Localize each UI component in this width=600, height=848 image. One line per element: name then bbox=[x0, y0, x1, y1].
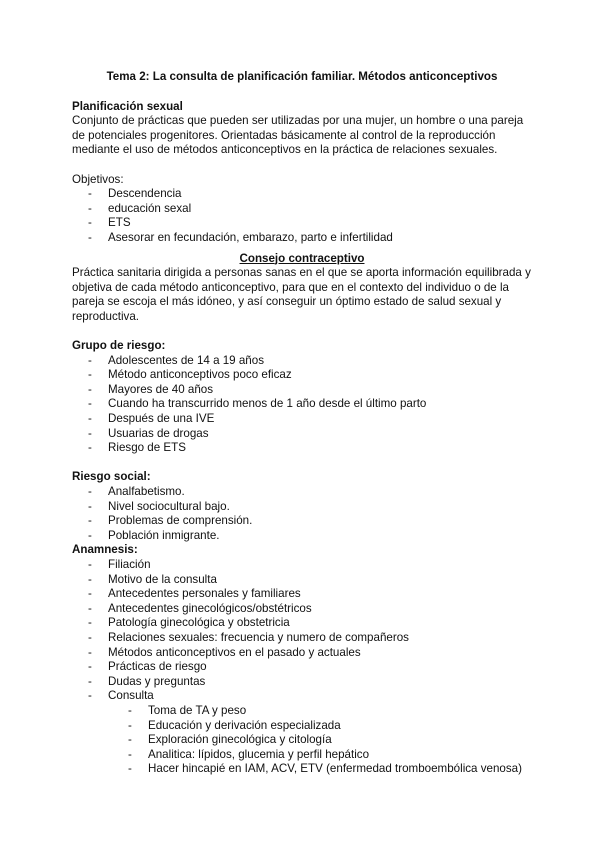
list-item: - Cuando ha transcurrido menos de 1 año desde el último parto bbox=[88, 397, 532, 412]
grupo-riesgo-heading: Grupo de riesgo: bbox=[72, 339, 166, 353]
page-title: Tema 2: La consulta de planificación familiar. Métodos anticonceptivos bbox=[106, 70, 498, 83]
list-item: - Hacer hincapié en IAM, ACV, ETV (enfermedad tromboembólica venosa) bbox=[128, 762, 532, 777]
planificacion-text: Conjunto de prácticas que pueden ser utilizadas por una mujer, un hombre o una pareja de potenciales progenitores. Orientadas básicamente al control de la reproducción mediante el uso de métodos anticonceptivos en la práctica de relaciones sexuales. bbox=[72, 114, 524, 157]
riesgo-social-list bbox=[72, 485, 532, 543]
list-item: - Toma de TA y peso bbox=[128, 704, 532, 719]
consejo-text: Práctica sanitaria dirigida a personas sanas en el que se aporta información equilibrada y objetiva de cada método anticonceptivo, para que en el contexto del individuo o de la pareja se escoja el más idóneo, y así conseguir un óptimo estado de salud sexual y reproductiva. bbox=[72, 266, 531, 323]
list-item: - Método anticonceptivos poco eficaz bbox=[88, 368, 532, 383]
grupo-riesgo-list bbox=[72, 354, 532, 456]
anamnesis-heading: Anamnesis: bbox=[72, 543, 138, 557]
list-item: - Asesorar en fecundación, embarazo, parto e infertilidad bbox=[88, 231, 532, 246]
list-item: - Antecedentes ginecológicos/obstétricos bbox=[88, 602, 532, 617]
list-item: - ETS bbox=[88, 216, 532, 231]
list-item: - educación sexal bbox=[88, 202, 532, 217]
objetivos-list bbox=[72, 187, 532, 245]
list-item: - Mayores de 40 años bbox=[88, 383, 532, 398]
list-item: - Prácticas de riesgo bbox=[88, 660, 532, 675]
list-item: - Población inmigrante. bbox=[88, 529, 532, 544]
list-item: - Motivo de la consulta bbox=[88, 573, 532, 588]
list-item: - Patología ginecológica y obstetricia bbox=[88, 616, 532, 631]
objetivos-heading: Objetivos: bbox=[72, 172, 124, 186]
list-item: - Problemas de comprensión. bbox=[88, 514, 532, 529]
anamnesis-list bbox=[72, 558, 532, 704]
document-page bbox=[72, 70, 532, 777]
list-item: - Riesgo de ETS bbox=[88, 441, 532, 456]
list-item: - Dudas y preguntas bbox=[88, 675, 532, 690]
consejo-heading: Consejo contraceptivo bbox=[239, 251, 365, 265]
list-item: - Antecedentes personales y familiares bbox=[88, 587, 532, 602]
consulta-sublist bbox=[72, 704, 532, 777]
list-item: - Nivel sociocultural bajo. bbox=[88, 500, 532, 515]
list-item: - Filiación bbox=[88, 558, 532, 573]
list-item: - Adolescentes de 14 a 19 años bbox=[88, 354, 532, 369]
list-item: - Analitica: lípidos, glucemia y perfil hepático bbox=[128, 748, 532, 763]
riesgo-social-heading: Riesgo social: bbox=[72, 470, 151, 484]
list-item: - Educación y derivación especializada bbox=[128, 719, 532, 734]
list-item: - Usuarias de drogas bbox=[88, 427, 532, 442]
list-item: - Analfabetismo. bbox=[88, 485, 532, 500]
list-item: - Después de una IVE bbox=[88, 412, 532, 427]
planificacion-heading: Planificación sexual bbox=[72, 99, 183, 113]
list-item: - Consulta bbox=[88, 689, 532, 704]
list-item: - Relaciones sexuales: frecuencia y numero de compañeros bbox=[88, 631, 532, 646]
list-item: - Métodos anticonceptivos en el pasado y actuales bbox=[88, 646, 532, 661]
list-item: - Exploración ginecológica y citología bbox=[128, 733, 532, 748]
list-item: - Descendencia bbox=[88, 187, 532, 202]
